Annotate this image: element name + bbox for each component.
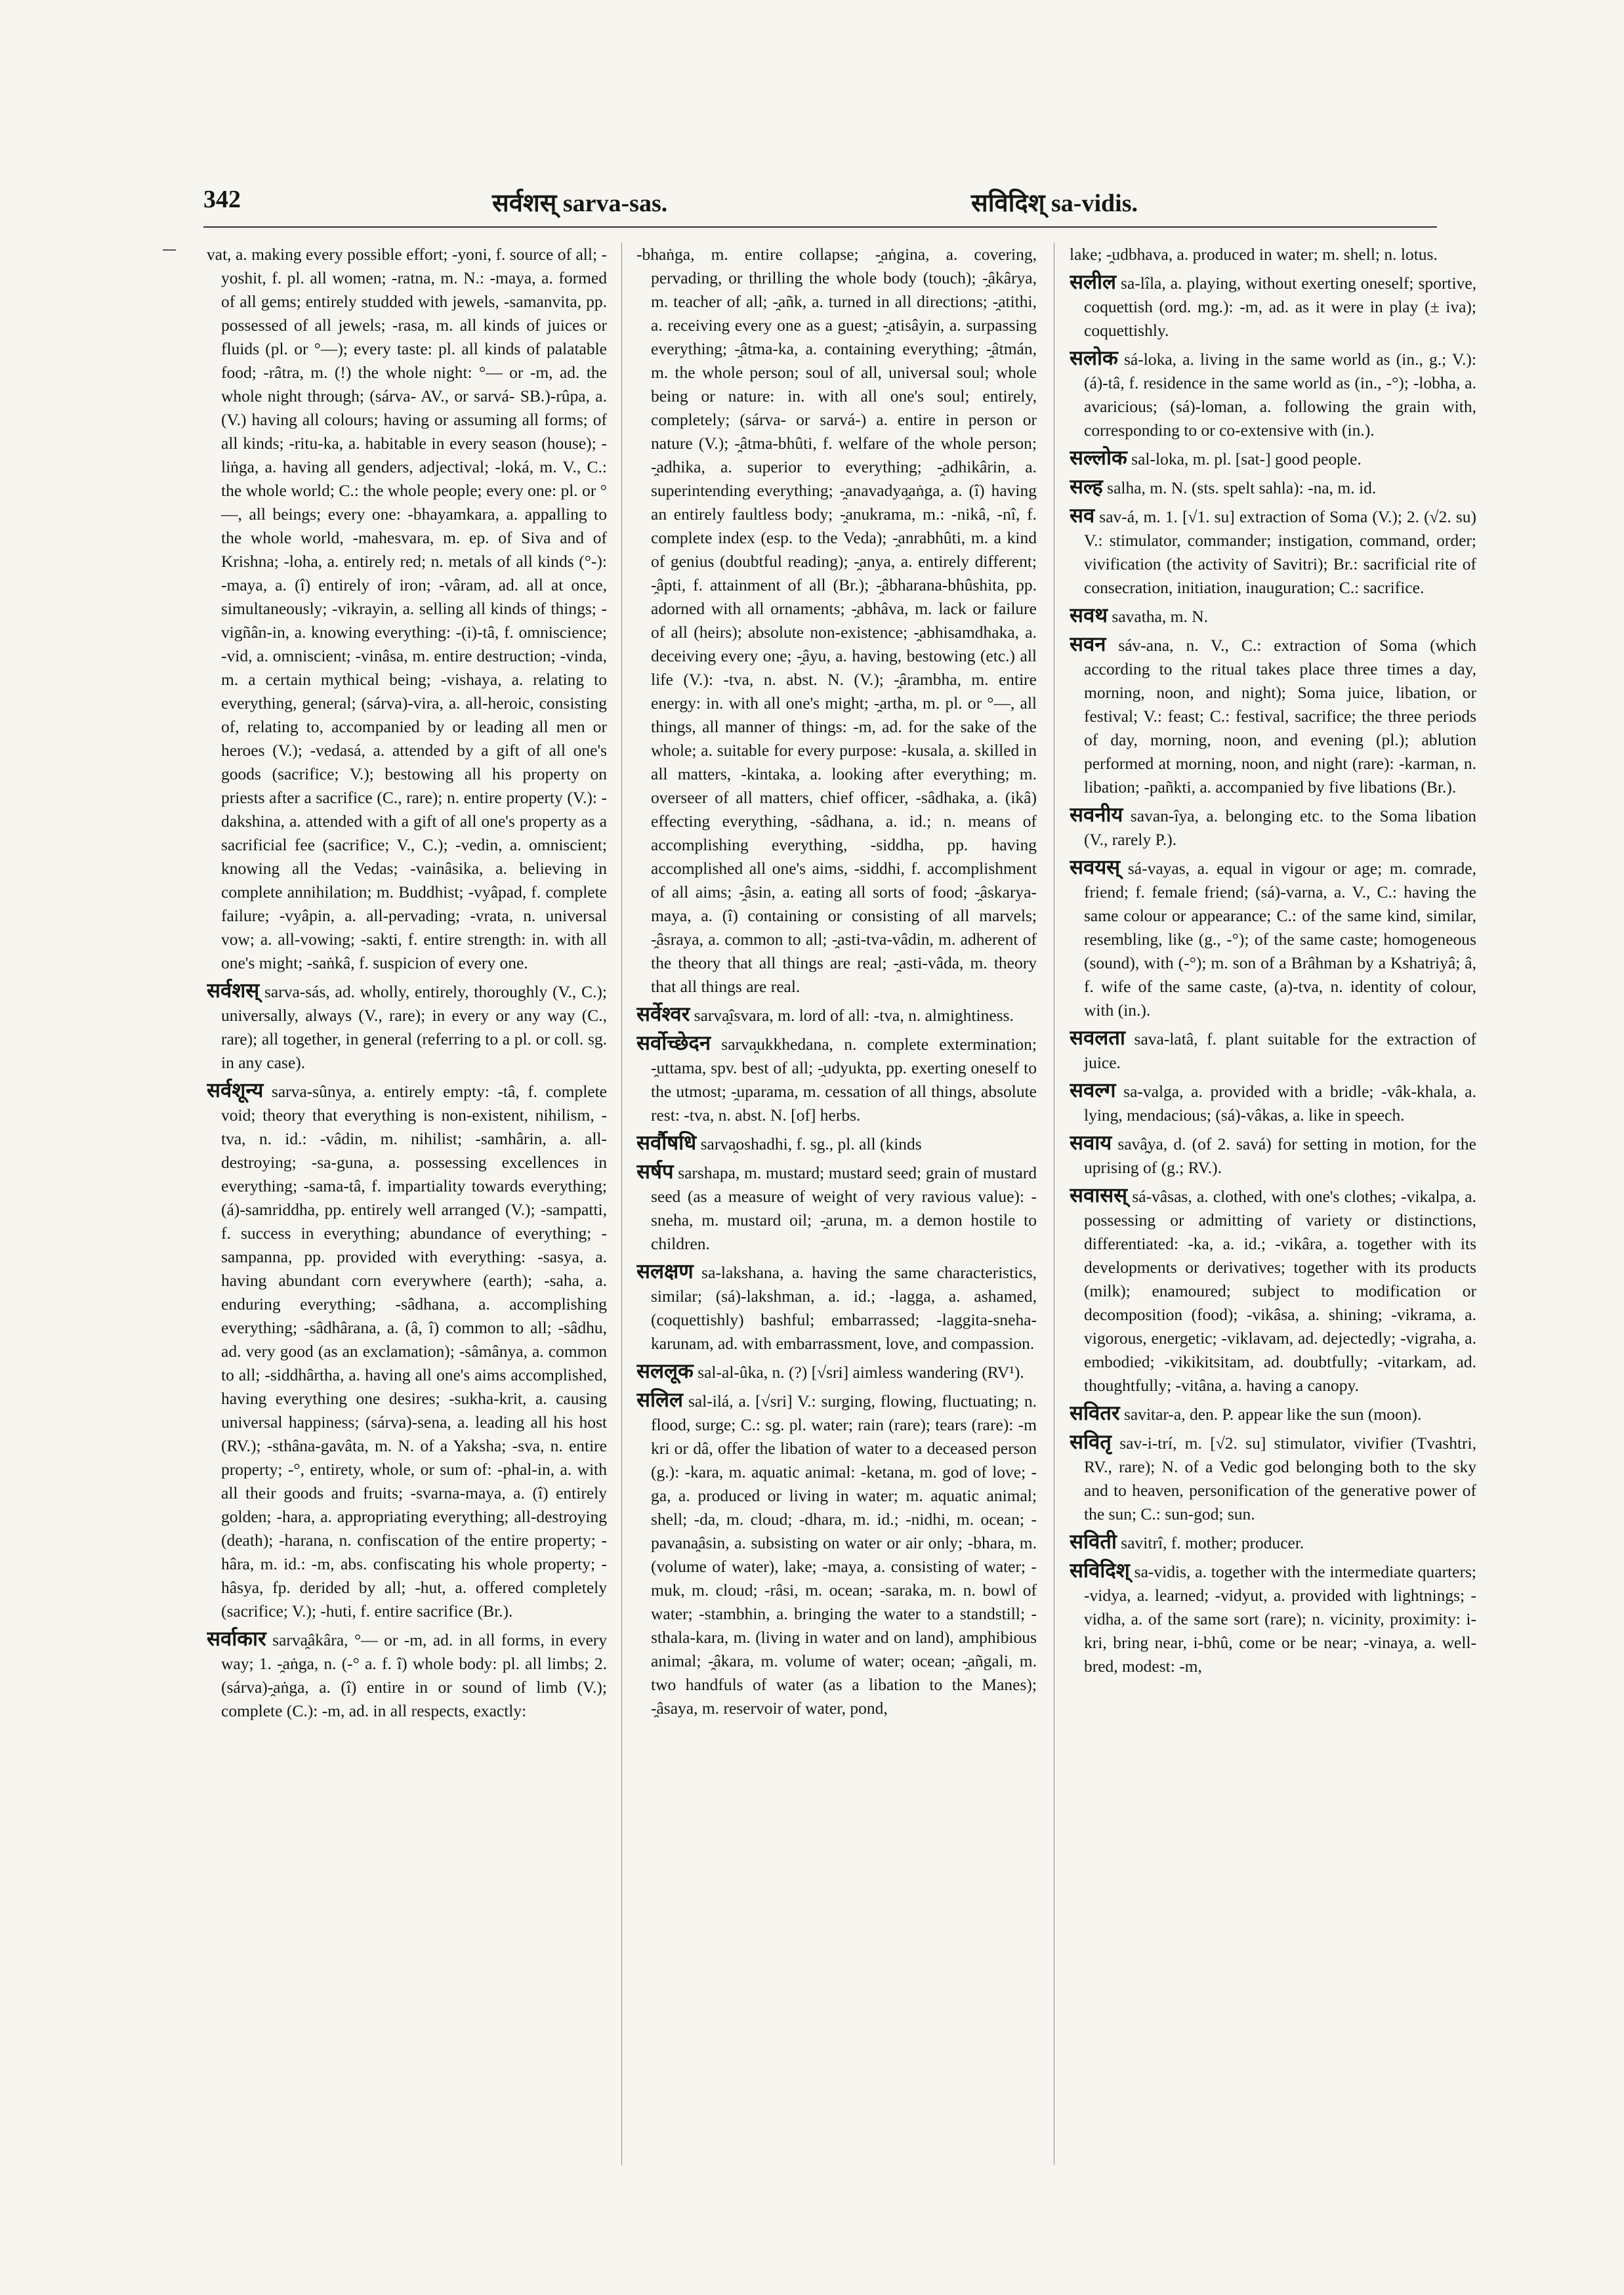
dictionary-entry bbox=[636, 243, 1037, 999]
entry-headword: सवल्ग bbox=[1070, 1079, 1116, 1102]
entry-headword: सवलता bbox=[1070, 1026, 1125, 1049]
dictionary-entry bbox=[207, 1079, 607, 1623]
dictionary-entry bbox=[1070, 1184, 1476, 1397]
entry-definition: sa-valga, a. provided with a bridle; -vâk-khala, a. lying, mendacious; (sá)-vâkas, a. like in speech. bbox=[1084, 1082, 1476, 1125]
entry-definition: savatha, m. N. bbox=[1112, 607, 1208, 626]
dictionary-entry bbox=[636, 1003, 1037, 1027]
right-running-headword: सविदिश् sa-vidis. bbox=[971, 190, 1138, 217]
entry-headword: सवनीय bbox=[1070, 803, 1123, 826]
dictionary-entry bbox=[1070, 1430, 1476, 1526]
dictionary-column-3 bbox=[1070, 243, 1476, 2165]
header-rule bbox=[203, 226, 1437, 228]
dictionary-column-2 bbox=[636, 243, 1037, 2165]
entry-definition: sa-lîla, a. playing, without exerting oneself; sportive, coquettish (ord. mg.): -m, ad. as it were in play (± iva); coquettishly. bbox=[1084, 274, 1476, 340]
dictionary-entry bbox=[207, 1627, 607, 1723]
entry-definition: sava-latâ, f. plant suitable for the extraction of juice. bbox=[1084, 1029, 1476, 1072]
entry-headword: सर्वशस् bbox=[207, 979, 260, 1002]
entry-definition: sá-vayas, a. equal in vigour or age; m. comrade, friend; f. female friend; (sá)-varna, a. V., C.: having the same colour or appearance; C.: of the same kind, similar, resembling, like (g., -°); of the same caste; homogeneous (sound), with (-°); m. son of a Brâhman by a Kshatriyâ; â, f. wife of the same caste, (a)-tva, n. identity of colour, with (in.). bbox=[1084, 859, 1476, 1020]
dictionary-entry bbox=[1070, 243, 1476, 266]
entry-definition: sarva-sás, ad. wholly, entirely, thoroughly (V., C.); universally, always (V., rare); in every or any way (C., rare); all together, in general (referring to a pl. or coll. sg. in any case). bbox=[221, 982, 607, 1072]
entry-headword: सवन bbox=[1070, 632, 1106, 655]
entry-definition: sal-loka, m. pl. [sat-] good people. bbox=[1131, 449, 1362, 468]
entry-headword: सवयस् bbox=[1070, 856, 1121, 879]
dictionary-entry bbox=[1070, 270, 1476, 342]
dictionary-entry bbox=[1070, 632, 1476, 799]
dictionary-entry bbox=[636, 1260, 1037, 1355]
entry-headword: सर्षप bbox=[636, 1160, 674, 1183]
dictionary-column-1 bbox=[207, 243, 607, 2165]
entry-definition: sarva̯oshadhi, f. sg., pl. all (kinds bbox=[700, 1134, 922, 1153]
entry-definition: sá-vâsas, a. clothed, with one's clothes; -vikalpa, a. possessing or admitting of variety or distinctions, differentiated: -ka, a. id.; -vikâra, a. together with its developments or derivatives; together with its products (milk); enamoured; subject to modification or decomposition (food); -vikâsa, a. shining; -vikrama, a. vigorous, energetic; -viklavam, ad. dejectedly; -vigraha, a. embodied; -vikikitsitam, ad. doubtfully; -vitarkam, ad. thoughtfully; -vitâna, a. having a canopy. bbox=[1084, 1187, 1476, 1395]
entry-definition: savitrî, f. mother; producer. bbox=[1121, 1533, 1304, 1552]
left-running-headword: सर्वशस् sarva-sas. bbox=[492, 190, 668, 217]
entry-definition: sal-ilá, a. [√sri] V.: surging, flowing, fluctuating; n. flood, surge; C.: sg. pl. water; rain (rare); tears (rare): -m kri or dâ, offer the libation of water to a deceased person (g.): -kara, m. aquatic animal: -ketana, m. god of love; -ga, a. produced or living in water; m. aquatic animal; shell; -da, m. cloud; -dhara, m. id.; -nidhi, m. ocean; -pavana̯âsin, a. subsisting on water or air only; -bhara, m. (volume of water), lake; -maya, a. consisting of water; -muk, m. cloud; -râsi, m. ocean; -saraka, m. n. bowl of water; -stambhin, a. bringing the water to a standstill; -sthala-kara, m. (living in water and on land), amphibious animal; -̯âkara, m. volume of water; ocean; -̯añgali, m. two handfuls of water (as a libation to the Manes); -̯âsaya, m. reservoir of water, pond, bbox=[651, 1392, 1037, 1718]
dictionary-entry bbox=[636, 1131, 1037, 1156]
page-number: 342 bbox=[203, 186, 241, 213]
entry-definition: sa-vidis, a. together with the intermediate quarters; -vidya, a. learned; -vidyut, a. provided with lightnings; -vidha, a. of the same sort (rare); n. vicinity, proximity: i-kri, bring near, i-bhû, come or be near; -vinaya, a. well-bred, modest: -m, bbox=[1084, 1562, 1476, 1676]
entry-headword: सवितर bbox=[1070, 1401, 1120, 1424]
entry-headword: सल्ह bbox=[1070, 475, 1103, 498]
dictionary-entry bbox=[1070, 856, 1476, 1022]
entry-definition: savâ̯ya, d. (of 2. savá) for setting in motion, for the uprising of (g.; RV.). bbox=[1084, 1134, 1476, 1177]
dictionary-entry bbox=[1070, 346, 1476, 442]
entry-headword: सलिल bbox=[636, 1388, 684, 1411]
entry-headword: सविती bbox=[1070, 1530, 1117, 1553]
entry-definition: -bhaṅga, m. entire collapse; -̯aṅgina, a. covering, pervading, or thrilling the whole body (touch); -̯âkârya, m. teacher of all; -̯añk, a. turned in all directions; -̯atithi, a. receiving every one as a guest; -̯atisâyin, a. surpassing everything; -̯âtma-ka, a. containing everything; -̯âtmán, m. the whole person; soul of all, universal soul; whole being or nature: in. with all one's soul; entirely, completely; (sárva- or sarvá-) a. entire in person or nature (V.); -̯âtma-bhûti, f. welfare of the whole person; -̯adhika, a. superior to everything; -̯adhikârin, a. superintending everything; -̯anavadya̯aṅga, a. (î) having an entirely faultless body; -̯anukrama, m.: -nikâ, -nî, f. complete index (esp. to the Veda); -̯anrabhûti, m. a kind of genius (doubtful reading); -̯anya, a. entirely different; -̯âpti, f. attainment of all (Br.); -̯âbharana-bhûshita, pp. adorned with all ornaments; -̯abhâva, m. lack or failure of all (heirs); absolute non-existence; -̯abhisamdhaka, a. deceiving every one; -̯âyu, a. having, bestowing (etc.) all life (V.): -tva, n. abst. N. (V.); -̯ârambha, m. entire energy: in. with all one's might; -̯artha, m. pl. or °—, all things, all manner of things: -m, ad. for the sake of the whole; a. suitable for every purpose: -kusala, a. skilled in all matters, -kintaka, a. looking after everything; m. overseer of all matters, chief officer, -sâdhaka, a. (ikâ) effecting everything, -sâdhana, a. id.; n. means of accomplishing everything, -siddha, pp. having accomplished all one's aims, -siddhi, f. accomplishment of all aims; -̯âsin, a. eating all sorts of food; -̯âskarya-maya, a. (î) containing or consisting of all marvels; -̯âsraya, a. common to all; -̯asti-tva-vâdin, m. adherent of the theory that all things are real; -̯asti-vâda, m. theory that all things are real. bbox=[636, 245, 1037, 996]
dictionary-entry bbox=[207, 979, 607, 1075]
dictionary-entry bbox=[1070, 803, 1476, 852]
dictionary-entry bbox=[636, 1160, 1037, 1256]
entry-headword: सर्वौषधि bbox=[636, 1131, 697, 1154]
dictionary-entry bbox=[1070, 1401, 1476, 1426]
entry-definition: sá-loka, a. living in the same world as (in., g.; V.): (á)-tâ, f. residence in the same world as (in., -°); -lobha, a. avaricious; (sá)-loman, a. following the grain with, corresponding to or co-extensive with (in.). bbox=[1084, 350, 1476, 440]
entry-headword: सर्वाकार bbox=[207, 1627, 266, 1650]
dictionary-entry bbox=[1070, 1079, 1476, 1127]
dictionary-entry bbox=[207, 243, 607, 975]
dictionary-entry bbox=[636, 1388, 1037, 1720]
margin-mark bbox=[163, 249, 176, 251]
entry-headword: सलोक bbox=[1070, 346, 1118, 369]
entry-definition: savan-îya, a. belonging etc. to the Soma libation (V., rarely P.). bbox=[1084, 806, 1476, 849]
dictionary-entry bbox=[1070, 446, 1476, 471]
entry-headword: सर्वोच्छेदन bbox=[636, 1031, 711, 1054]
entry-headword: सललूक bbox=[636, 1359, 694, 1382]
entry-definition: salha, m. N. (sts. spelt sahla): -na, m. id. bbox=[1107, 478, 1377, 497]
entry-headword: सविदिश् bbox=[1070, 1559, 1130, 1582]
entry-headword: सल्लोक bbox=[1070, 446, 1127, 469]
dictionary-entry bbox=[1070, 1530, 1476, 1555]
entry-headword: सव bbox=[1070, 504, 1095, 527]
entry-definition: sarva-sûnya, a. entirely empty: -tâ, f. complete void; theory that everything is non-existent, nihilism, -tva, n. id.: -vâdin, m. nihilist; -samhârin, a. all-destroying; -sa-guna, a. possessing excellences in everything; -sama-tâ, f. impartiality towards everything; (á)-samriddha, pp. entirely well arranged (V.); -sampatti, f. success in everything; abundance of everything; -sampanna, pp. provided with everything: -sasya, a. having abundant corn everywhere (earth); -saha, a. enduring everything; -sâdhana, a. accomplishing everything; -sâdhârana, a. (â, î) common to all; -sâdhu, ad. very good (as an exclamation); -sâmânya, a. common to all; -siddhârtha, a. having all one's aims accomplished, having everything one desires; -sukha-krit, a. causing universal happiness; (sárva)-sena, a. leading all his host (RV.); -sthâna-gavâta, m. N. of a Yaksha; -sva, n. entire property; -°, entirety, whole, or sum of: -phal-in, a. with all their goods and fruits; -svarna-maya, a. (î) entirely golden; -hara, a. appropriating everything; all-destroying (death); -harana, n. confiscation of the entire property; -hâra, m. id.: -m, abs. confiscating his whole property; -hâsya, fp. derided by all; -hut, a. offered completely (sacrifice; V.); -huti, f. entire sacrifice (Br.). bbox=[221, 1082, 607, 1621]
dictionary-entry bbox=[1070, 504, 1476, 600]
dictionary-entry bbox=[1070, 1131, 1476, 1180]
column-divider bbox=[621, 243, 622, 2165]
page-header bbox=[203, 185, 1437, 224]
entry-definition: sarshapa, m. mustard; mustard seed; grain of mustard seed (as a measure of weight of very ravious value): -sneha, m. mustard oil; -̯aruna, m. a demon hostile to children. bbox=[651, 1163, 1037, 1253]
dictionary-entry bbox=[1070, 1559, 1476, 1678]
entry-definition: sarva̯îsvara, m. lord of all: -tva, n. almightiness. bbox=[694, 1006, 1014, 1025]
entry-headword: सर्वशून्य bbox=[207, 1079, 264, 1102]
entry-definition: vat, a. making every possible effort; -yoni, f. source of all; -yoshit, f. pl. all women; -ratna, m. N.: -maya, a. formed of all gems; entirely studded with jewels, -samanvita, pp. possessed of all jewels; -rasa, m. all kinds of juices or fluids (pl. or °—); every taste: pl. all kinds of palatable food; -râtra, m. (!) the whole night: °— or -m, ad. the whole night through; (sárva- AV., or sarvá- SB.)-rûpa, a. (V.) having all colours; having or assuming all forms; of all kinds; -ritu-ka, a. habitable in every season (house); -liṅga, a. having all genders, adjectival; -loká, m. V., C.: the whole world; C.: the whole people; every one: pl. or °—, all beings; every one: -bhayamkara, a. appalling to the whole world, -mahesvara, m. ep. of Siva and of Krishna; -loha, a. entirely red; n. metals of all kinds (°-): -maya, a. (î) entirely of iron; -vâram, ad. all at once, simultaneously; -vikrayin, a. selling all kinds of things; -vigñân-in, a. knowing everything: -(i)-tâ, f. omniscience; -vid, a. omniscient; -vinâsa, m. entire destruction; -vinda, m. a certain mythical being; -vishaya, a. relating to everything, general; (sárva)-vira, a. all-heroic, consisting of, relating to, accompanied by or leading all men or heroes (V.); -vedasá, a. attended by a gift of all one's goods (sacrifice; V.); bestowing all his property on priests after a sacrifice (C., rare); n. entire property (V.): -dakshina, a. attended with a gift of all one's property as a sacrificial fee (sacrifice; V., C.); -vedin, a. omniscient; knowing all the Vedas; -vainâsika, a. believing in complete annihilation; m. Buddhist; -vyâpad, f. complete failure; -vyâpin, a. all-pervading; -vrata, n. universal vow; a. all-vowing; -sakti, f. entire strength: in. with all one's might; -saṅkâ, f. suspicion of every one. bbox=[207, 245, 607, 972]
entry-definition: sa-lakshana, a. having the same characteristics, similar; (sá)-lakshman, a. id.; -lagga, a. ashamed, (coquettishly) bashful; embarrassed; -laggita-sneha-karunam, ad. with embarrassment, love, and compassion. bbox=[651, 1263, 1037, 1353]
entry-definition: lake; -̯udbhava, a. produced in water; m. shell; n. lotus. bbox=[1070, 245, 1438, 264]
dictionary-entry bbox=[1070, 1026, 1476, 1075]
entry-headword: सर्वेश्वर bbox=[636, 1003, 690, 1025]
entry-headword: सवासस् bbox=[1070, 1184, 1128, 1207]
entry-definition: sáv-ana, n. V., C.: extraction of Soma (which according to the ritual takes place three times a day, morning, noon, and night); Soma juice, libation, or festival; V.: feast; C.: festival, sacrifice; the three periods of day, morning, noon, and evening (pl.); ablution performed at morning, noon, and night (rare): -karman, n. libation; -pañkti, a. accompanied by five libations (Br.). bbox=[1084, 636, 1476, 796]
dictionary-entry bbox=[636, 1031, 1037, 1127]
entry-definition: sav-á, m. 1. [√1. su] extraction of Soma (V.); 2. (√2. su) V.: stimulator, commander; instigation, command, order; vivification (the activity of Savitri); Br.: sacrificial rite of consecration, initiation, inauguration; C.: sacrifice. bbox=[1084, 507, 1476, 597]
dictionary-entry bbox=[1070, 604, 1476, 629]
dictionary-entry bbox=[1070, 475, 1476, 500]
entry-definition: sarva̯âkâra, °— or -m, ad. in all forms, in every way; 1. -̯aṅga, n. (-° a. f. î) whole body: pl. all limbs; 2. (sárva)-̯aṅga, a. (î) entire in or sound of limb (V.); complete (C.): -m, ad. in all respects, exactly: bbox=[221, 1630, 607, 1720]
entry-headword: सवथ bbox=[1070, 604, 1108, 627]
entry-definition: savitar-a, den. P. appear like the sun (moon). bbox=[1123, 1405, 1422, 1424]
entry-headword: सलक्षण bbox=[636, 1260, 694, 1283]
entry-definition: sarva̯ukkhedana, n. complete extermination; -̯uttama, spv. best of all; -̯udyukta, pp. exerting oneself to the utmost; -̯uparama, m. cessation of all things, absolute rest: -tva, n. abst. N. [of] herbs. bbox=[651, 1035, 1037, 1125]
dictionary-entry bbox=[636, 1359, 1037, 1384]
entry-definition: sav-i-trí, m. [√2. su] stimulator, vivifier (Tvashtri, RV., rare); N. of a Vedic god belonging both to the sky and to heaven, personification of the generative power of the sun; C.: sun-god; sun. bbox=[1084, 1434, 1476, 1523]
entry-headword: सवाय bbox=[1070, 1131, 1112, 1154]
entry-headword: सलील bbox=[1070, 270, 1117, 293]
entry-definition: sal-al-ûka, n. (?) [√sri] aimless wandering (RV¹). bbox=[697, 1363, 1024, 1382]
entry-headword: सवितृ bbox=[1070, 1430, 1112, 1453]
